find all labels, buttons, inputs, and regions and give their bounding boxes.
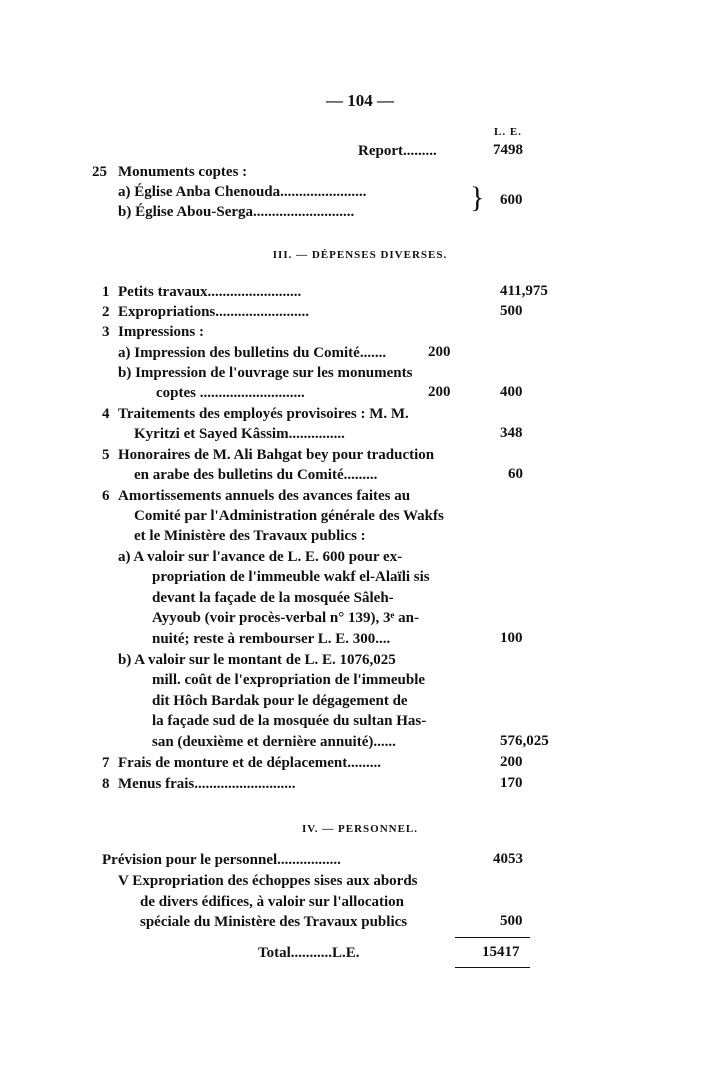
item-4-line1: Traitements des employés provisoires : M. M. bbox=[118, 406, 409, 422]
item-6-line1: Amortissements annuels des avances faites au bbox=[118, 488, 411, 504]
item-25-b: b) Église Abou-Serga........................... bbox=[118, 204, 355, 220]
total-label: Total...........L.E. bbox=[258, 945, 360, 961]
item-3-text: Impressions : bbox=[118, 324, 204, 340]
item-8-number: 8 bbox=[102, 776, 110, 792]
item-5-line2: en arabe des bulletins du Comité......... bbox=[134, 467, 378, 483]
total-rule-bottom bbox=[455, 967, 530, 968]
item-1-number: 1 bbox=[102, 284, 110, 300]
item-6-a-line4: Ayyoub (voir procès-verbal n° 139), 3ᵉ an- bbox=[152, 610, 419, 626]
item-25-title: Monuments coptes : bbox=[118, 164, 248, 180]
section-4-title: IV. — PERSONNEL. bbox=[301, 823, 419, 835]
item-2-number: 2 bbox=[102, 304, 110, 320]
item-4-number: 4 bbox=[102, 406, 110, 422]
prevision-amount: 4053 bbox=[493, 851, 523, 867]
item-8-text: Menus frais........................... bbox=[118, 776, 296, 792]
item-1-text: Petits travaux......................... bbox=[118, 284, 302, 300]
item-6-number: 6 bbox=[102, 488, 110, 504]
item-8-amount: 170 bbox=[500, 775, 523, 791]
item-3-b-line1: b) Impression de l'ouvrage sur les monuments bbox=[118, 365, 413, 381]
item-7-number: 7 bbox=[102, 755, 110, 771]
item-7-text: Frais de monture et de déplacement......... bbox=[118, 755, 382, 771]
report-amount: 7498 bbox=[493, 142, 523, 158]
item-6-b-line3: dit Hôch Bardak pour le dégagement de bbox=[152, 693, 408, 709]
item-v-line1: V Expropriation des échoppes sises aux abords bbox=[118, 873, 418, 889]
right-brace: } bbox=[470, 181, 485, 214]
item-25-amount: 600 bbox=[500, 192, 523, 208]
item-6-b-line2: mill. coût de l'expropriation de l'immeuble bbox=[152, 672, 426, 688]
total-rule-top bbox=[455, 937, 530, 938]
item-v-amount: 500 bbox=[500, 913, 523, 929]
item-6-a-line5: nuité; reste à rembourser L. E. 300.... bbox=[152, 631, 391, 647]
item-6-b-line4: la façade sud de la mosquée du sultan Has- bbox=[152, 713, 427, 729]
item-v-line3: spéciale du Ministère des Travaux publics bbox=[140, 914, 408, 930]
item-6-a-line2: propriation de l'immeuble wakf el-Alaïli sis bbox=[152, 569, 430, 585]
item-6-a-amount: 100 bbox=[500, 630, 523, 646]
item-3-number: 3 bbox=[102, 324, 110, 340]
item-25-a: a) Église Anba Chenouda....................... bbox=[118, 184, 367, 200]
item-2-amount: 500 bbox=[500, 303, 523, 319]
item-1-amount: 411,975 bbox=[500, 283, 548, 299]
item-3-a-subamount: 200 bbox=[428, 344, 451, 360]
item-25-number: 25 bbox=[92, 164, 107, 180]
total-amount: 15417 bbox=[482, 944, 520, 960]
item-6-b-line1: b) A valoir sur le montant de L. E. 1076,025 bbox=[118, 652, 396, 668]
item-3-b-line2: coptes ............................ bbox=[156, 385, 305, 401]
prevision-text: Prévision pour le personnel................. bbox=[102, 852, 341, 868]
item-5-line1: Honoraires de M. Ali Bahgat bey pour traduction bbox=[118, 447, 435, 463]
item-6-b-line5: san (deuxième et dernière annuité)...... bbox=[152, 734, 396, 750]
item-3-amount: 400 bbox=[500, 384, 523, 400]
page-number: — 104 — bbox=[326, 91, 394, 110]
item-4-line2: Kyritzi et Sayed Kâssim............... bbox=[134, 426, 345, 442]
item-v-line2: de divers édifices, à valoir sur l'allocation bbox=[140, 894, 405, 910]
item-4-amount: 348 bbox=[500, 425, 523, 441]
item-6-line3: et le Ministère des Travaux publics : bbox=[134, 528, 366, 544]
item-3-a: a) Impression des bulletins du Comité....... bbox=[118, 345, 387, 361]
item-3-b-subamount: 200 bbox=[428, 384, 451, 400]
item-6-a-line1: a) A valoir sur l'avance de L. E. 600 pour ex- bbox=[118, 549, 403, 565]
item-5-number: 5 bbox=[102, 447, 110, 463]
item-2-text: Expropriations......................... bbox=[118, 304, 309, 320]
currency-header: L. E. bbox=[494, 126, 522, 138]
section-3-title: III. — DÉPENSES DIVERSES. bbox=[272, 249, 448, 261]
item-6-a-line3: devant la façade de la mosquée Sâleh- bbox=[152, 590, 394, 606]
item-6-b-amount: 576,025 bbox=[500, 733, 549, 749]
item-6-line2: Comité par l'Administration générale des Wakfs bbox=[134, 508, 444, 524]
item-5-amount: 60 bbox=[508, 466, 523, 482]
item-7-amount: 200 bbox=[500, 754, 523, 770]
report-label: Report......... bbox=[358, 143, 437, 159]
